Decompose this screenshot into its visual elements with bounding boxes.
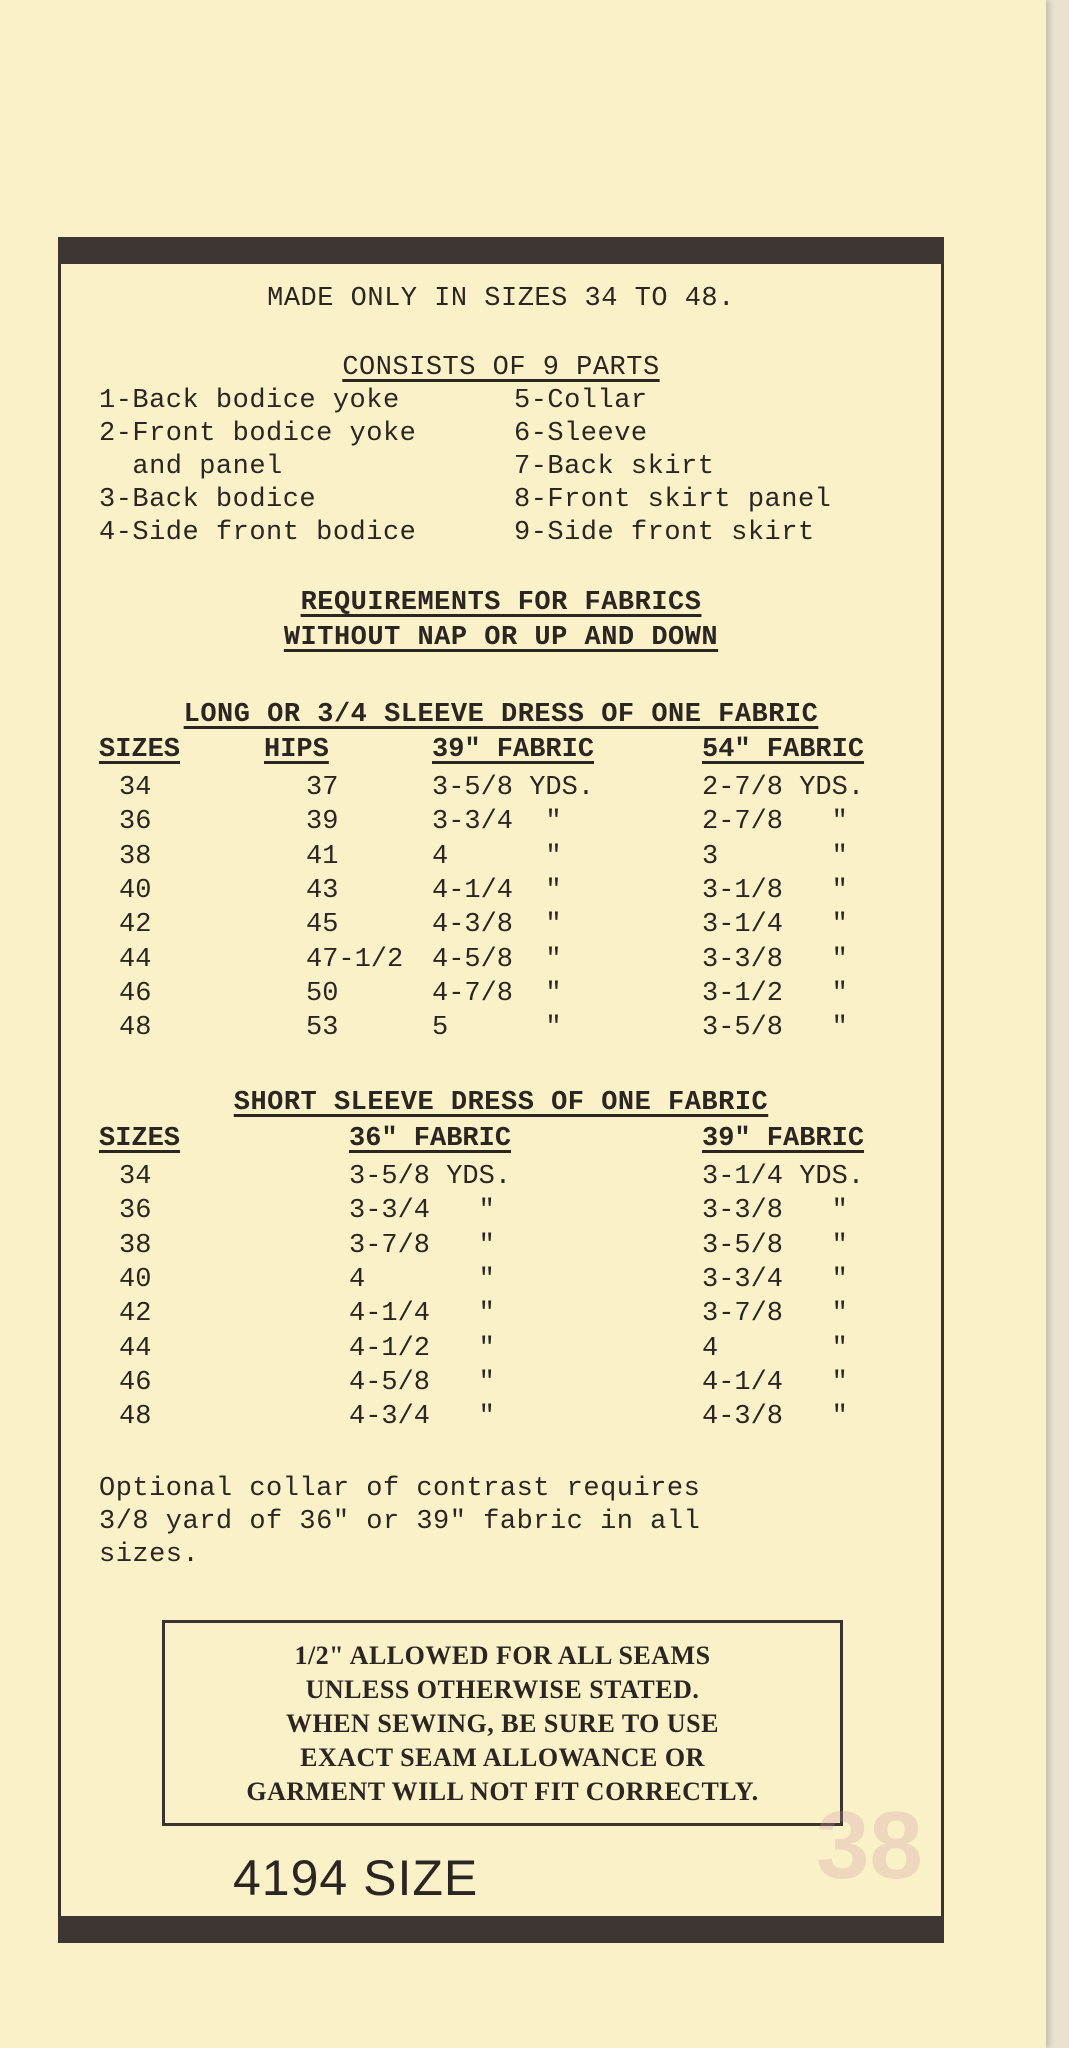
note-line: Optional collar of contrast requires (99, 1474, 701, 1504)
table-cell: 46 (119, 1367, 152, 1398)
part-item: 1-Back bodice yoke (99, 386, 400, 416)
parts-title: CONSISTS OF 9 PARTS (342, 353, 660, 383)
table-cell: 3-7/8 " (349, 1230, 495, 1261)
table-cell: 3-5/8 " (702, 1230, 848, 1261)
table-cell: 50 (306, 978, 339, 1009)
column-header: HIPS (264, 735, 329, 765)
table-cell: 3-1/4 YDS. (702, 1162, 865, 1192)
part-item: and panel (99, 452, 283, 482)
table-cell: 4-1/4 " (432, 875, 562, 906)
table-cell: 4-3/8 " (702, 1402, 848, 1433)
table-cell: 3-3/8 " (702, 944, 848, 975)
table-cell: 4 " (432, 841, 562, 872)
table-cell: 42 (119, 910, 152, 941)
table-cell: 45 (306, 910, 339, 941)
short-sleeve-title: SHORT SLEEVE DRESS OF ONE FABRIC (233, 1088, 769, 1118)
table-cell: 2-7/8 YDS. (702, 773, 865, 803)
table-cell: 3-1/2 " (702, 978, 848, 1009)
seam-allowance-box (162, 1620, 843, 1826)
table-cell: 44 (119, 1333, 152, 1364)
note-line: 3/8 yard of 36" or 39" fabric in all (99, 1507, 701, 1537)
seam-note-line: UNLESS OTHERWISE STATED. (305, 1675, 700, 1704)
part-item: 7-Back skirt (514, 452, 715, 482)
column-header: SIZES (99, 1124, 181, 1154)
table-cell: 34 (119, 773, 152, 803)
table-cell: 40 (119, 1264, 152, 1295)
table-cell: 44 (119, 944, 152, 975)
bottom-rule (58, 1916, 944, 1943)
table-cell: 4-5/8 " (349, 1367, 495, 1398)
seam-note-line: 1/2" ALLOWED FOR ALL SEAMS (294, 1641, 711, 1670)
table-cell: 38 (119, 1230, 152, 1261)
sizes-header: MADE ONLY IN SIZES 34 TO 48. (267, 284, 735, 314)
table-cell: 3 " (702, 841, 848, 872)
table-cell: 4-1/4 " (702, 1367, 848, 1398)
column-header: SIZES (99, 735, 181, 765)
part-item: 9-Side front skirt (514, 518, 815, 548)
table-cell: 43 (306, 875, 339, 906)
part-item: 3-Back bodice (99, 485, 317, 515)
table-cell: 4-3/8 " (432, 910, 562, 941)
table-cell: 38 (119, 841, 152, 872)
seam-note-line: GARMENT WILL NOT FIT CORRECTLY. (246, 1777, 759, 1806)
seam-note-line: EXACT SEAM ALLOWANCE OR (300, 1743, 705, 1772)
table-cell: 3-5/8 YDS. (432, 773, 595, 803)
table-cell: 4-7/8 " (432, 978, 562, 1009)
table-cell: 3-7/8 " (702, 1299, 848, 1330)
table-cell: 3-3/4 " (702, 1264, 848, 1295)
table-cell: 3-1/4 " (702, 910, 848, 941)
top-rule (58, 237, 944, 264)
table-cell: 48 (119, 1013, 152, 1044)
table-cell: 4 " (349, 1264, 495, 1295)
table-cell: 47-1/2 (306, 944, 404, 975)
table-cell: 3-3/4 " (432, 807, 562, 838)
table-cell: 34 (119, 1162, 152, 1192)
table-cell: 2-7/8 " (702, 807, 848, 838)
table-cell: 3-1/8 " (702, 875, 848, 906)
requirements-title: REQUIREMENTS FOR FABRICS (300, 588, 702, 618)
table-cell: 4-1/2 " (349, 1333, 495, 1364)
table-cell: 48 (119, 1402, 152, 1433)
part-item: 8-Front skirt panel (514, 485, 832, 515)
table-cell: 37 (306, 773, 339, 803)
table-cell: 4 " (702, 1333, 848, 1364)
column-header: 36" FABRIC (349, 1124, 512, 1154)
table-cell: 5 " (432, 1013, 562, 1044)
table-cell: 3-5/8 YDS. (349, 1162, 512, 1192)
column-header: 39" FABRIC (702, 1124, 865, 1154)
column-header: 39" FABRIC (432, 735, 595, 765)
table-cell: 36 (119, 1196, 152, 1227)
requirements-subtitle: WITHOUT NAP OR UP AND DOWN (283, 623, 719, 653)
table-cell: 46 (119, 978, 152, 1009)
table-cell: 42 (119, 1299, 152, 1330)
size-stamp: 38 (816, 1792, 923, 1899)
seam-note-line: WHEN SEWING, BE SURE TO USE (285, 1709, 719, 1738)
part-item: 6-Sleeve (514, 419, 648, 449)
part-item: 2-Front bodice yoke (99, 419, 417, 449)
table-cell: 41 (306, 841, 339, 872)
pattern-number-size: 4194 SIZE (233, 1850, 479, 1906)
table-cell: 3-3/8 " (702, 1196, 848, 1227)
table-cell: 39 (306, 807, 339, 838)
instruction-panel (58, 237, 944, 1943)
table-cell: 53 (306, 1013, 339, 1044)
table-cell: 3-5/8 " (702, 1013, 848, 1044)
part-item: 5-Collar (514, 386, 648, 416)
table-cell: 36 (119, 807, 152, 838)
table-cell: 4-1/4 " (349, 1299, 495, 1330)
table-cell: 4-5/8 " (432, 944, 562, 975)
table-cell: 4-3/4 " (349, 1402, 495, 1433)
note-line: sizes. (99, 1540, 200, 1570)
table-cell: 40 (119, 875, 152, 906)
long-sleeve-title: LONG OR 3/4 SLEEVE DRESS OF ONE FABRIC (183, 700, 819, 730)
part-item: 4-Side front bodice (99, 518, 417, 548)
table-cell: 3-3/4 " (349, 1196, 495, 1227)
column-header: 54" FABRIC (702, 735, 865, 765)
